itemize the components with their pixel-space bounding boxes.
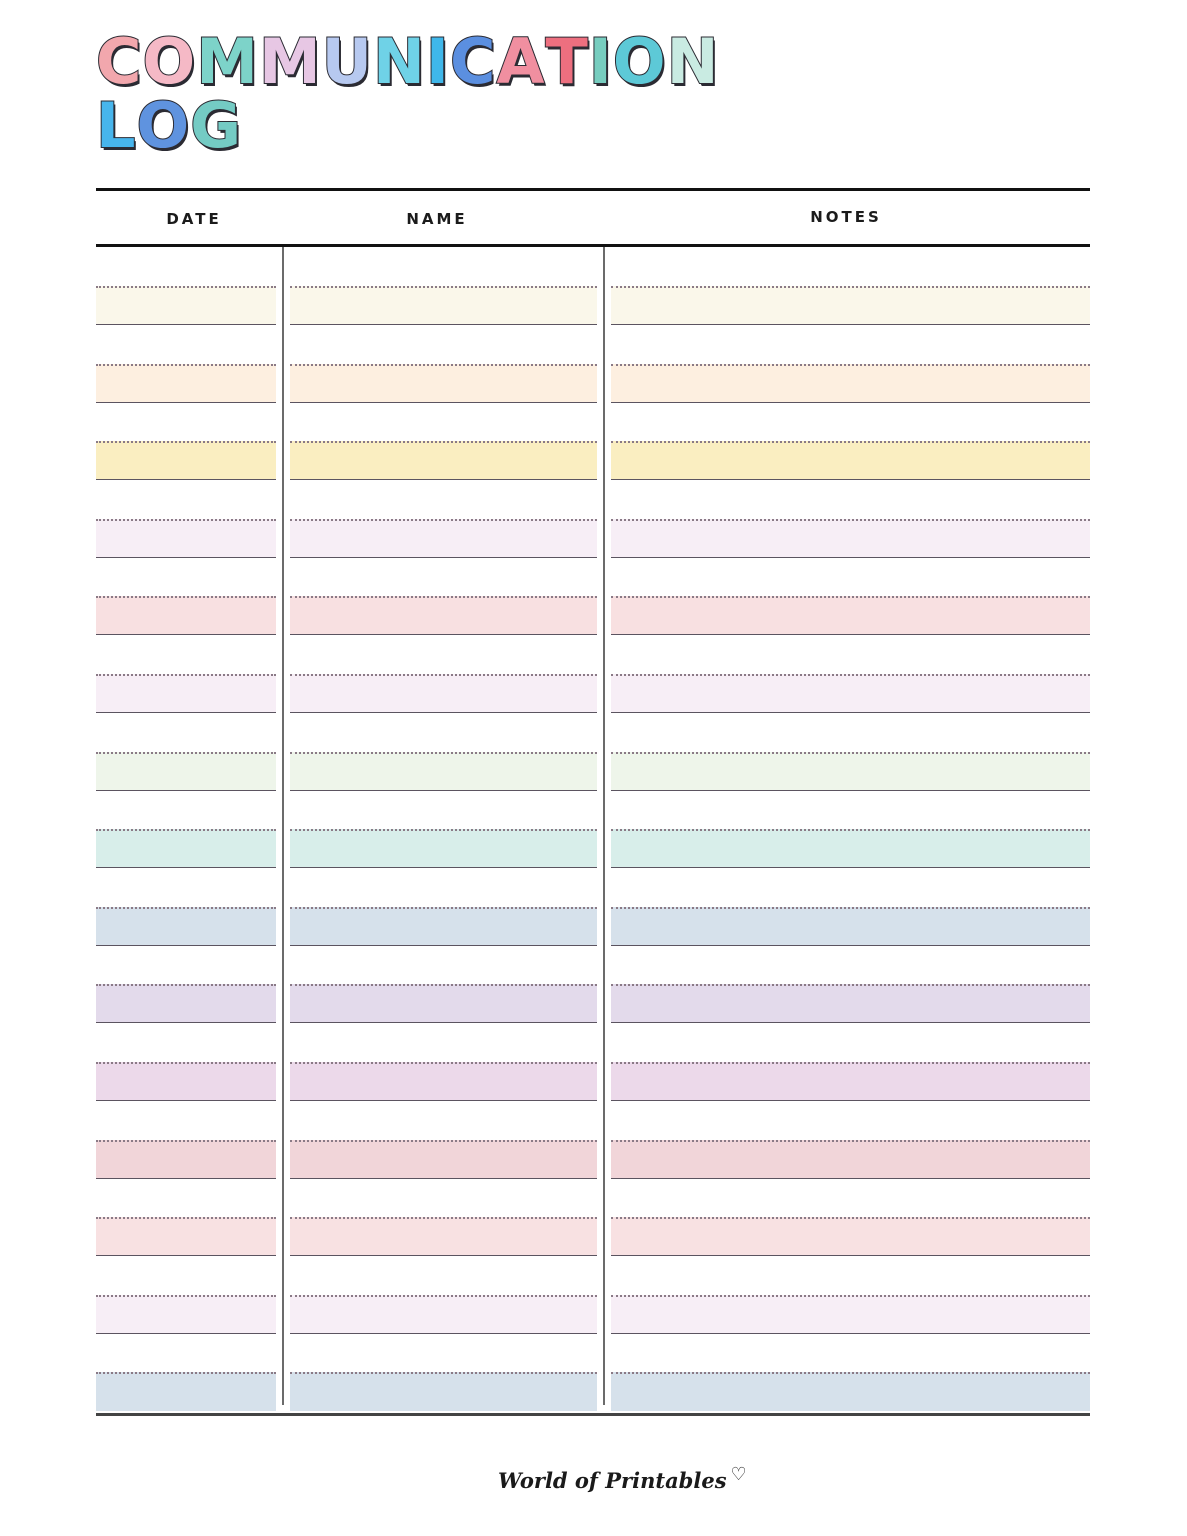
brand-signature [498,1464,747,1493]
writing-baseline [611,790,1090,791]
writing-baseline [611,479,1090,480]
dotted-guide-line [96,1140,276,1142]
title-letter: M [258,25,322,98]
writing-baseline [96,1178,276,1179]
notes-cell[interactable] [611,286,1090,325]
table-row [96,364,1090,403]
title-line-communication [96,25,720,98]
dotted-guide-line [96,364,276,366]
table-top-rule [96,188,1090,191]
title-letter: N [666,25,720,98]
table-row [96,441,1090,480]
notes-cell[interactable] [611,1295,1090,1334]
writing-baseline [96,1255,276,1256]
table-row [96,1295,1090,1334]
notes-cell[interactable] [611,519,1090,558]
dotted-guide-line [611,519,1090,521]
writing-baseline [611,1255,1090,1256]
writing-baseline [290,1255,597,1256]
name-cell[interactable] [290,519,597,558]
dotted-guide-line [290,519,597,521]
dotted-guide-line [290,441,597,443]
table-row [96,1062,1090,1101]
dotted-guide-line [290,1062,597,1064]
name-cell[interactable] [290,1295,597,1334]
writing-baseline [290,1178,597,1179]
dotted-guide-line [611,1295,1090,1297]
writing-baseline [96,402,276,403]
name-cell[interactable] [290,1140,597,1179]
dotted-guide-line [290,752,597,754]
dotted-guide-line [290,1295,597,1297]
table-row [96,519,1090,558]
table-row [96,1217,1090,1256]
title-letter: O [142,25,197,98]
column-header-notes: NOTES [810,208,882,226]
dotted-guide-line [290,286,597,288]
writing-baseline [96,634,276,635]
notes-cell[interactable] [611,674,1090,713]
table-row [96,286,1090,325]
title-letter: N [373,25,426,98]
name-cell[interactable] [290,1217,597,1256]
table-row [96,596,1090,635]
dotted-guide-line [290,1217,597,1219]
column-header-name: NAME [406,210,468,228]
date-cell[interactable] [96,441,276,480]
dotted-guide-line [611,1062,1090,1064]
writing-baseline [611,402,1090,403]
writing-baseline [290,479,597,480]
dotted-guide-line [611,674,1090,676]
dotted-guide-line [290,364,597,366]
dotted-guide-line [611,829,1090,831]
table-row [96,752,1090,791]
dotted-guide-line [611,1140,1090,1142]
dotted-guide-line [96,984,276,986]
writing-baseline [290,557,597,558]
table-row [96,1140,1090,1179]
dotted-guide-line [96,519,276,521]
writing-baseline [96,1022,276,1023]
date-cell[interactable] [96,364,276,403]
dotted-guide-line [290,829,597,831]
dotted-guide-line [96,829,276,831]
title-letter: O [612,25,667,98]
title-letter: G [190,89,243,162]
date-cell[interactable] [96,1372,276,1411]
notes-cell[interactable] [611,1140,1090,1179]
title-line-log [96,89,719,162]
dotted-guide-line [96,1062,276,1064]
notes-cell[interactable] [611,829,1090,868]
column-header-date: DATE [166,210,222,228]
dotted-guide-line [96,1295,276,1297]
table-row [96,1372,1090,1411]
notes-cell[interactable] [611,1062,1090,1101]
title-letter: I [588,25,613,98]
notes-cell[interactable] [611,364,1090,403]
dotted-guide-line [96,1372,276,1374]
dotted-guide-line [96,752,276,754]
dotted-guide-line [611,1372,1090,1374]
dotted-guide-line [96,674,276,676]
table-bottom-rule [96,1413,1090,1416]
writing-baseline [96,1100,276,1101]
table-row [96,674,1090,713]
title-letter: C [96,25,143,98]
name-cell[interactable] [290,1372,597,1411]
dotted-guide-line [96,907,276,909]
title-letter: A [496,25,546,98]
writing-baseline [611,1178,1090,1179]
title-letter: U [321,25,373,98]
dotted-guide-line [611,286,1090,288]
writing-baseline [96,557,276,558]
writing-baseline [290,1333,597,1334]
name-cell[interactable] [290,1062,597,1101]
table-row [96,907,1090,946]
notes-cell[interactable] [611,1217,1090,1256]
dotted-guide-line [290,674,597,676]
name-cell[interactable] [290,907,597,946]
brand-name: World of Printables [498,1468,727,1493]
writing-baseline [96,324,276,325]
dotted-guide-line [290,1140,597,1142]
date-cell[interactable] [96,752,276,791]
title-letter: C [449,25,497,98]
dotted-guide-line [290,907,597,909]
name-cell[interactable] [290,286,597,325]
date-cell[interactable] [96,1140,276,1179]
name-cell[interactable] [290,596,597,635]
writing-baseline [290,1100,597,1101]
writing-baseline [611,1333,1090,1334]
dotted-guide-line [611,596,1090,598]
date-cell[interactable] [96,1295,276,1334]
writing-baseline [290,634,597,635]
dotted-guide-line [611,441,1090,443]
header-bottom-rule [96,244,1090,247]
writing-baseline [290,867,597,868]
dotted-guide-line [611,907,1090,909]
date-cell[interactable] [96,907,276,946]
dotted-guide-line [96,441,276,443]
writing-baseline [611,945,1090,946]
table-row [96,829,1090,868]
writing-baseline [290,945,597,946]
name-cell[interactable] [290,441,597,480]
dotted-guide-line [96,1217,276,1219]
page-title [96,25,720,162]
date-cell[interactable] [96,829,276,868]
dotted-guide-line [96,286,276,288]
writing-baseline [290,790,597,791]
date-cell[interactable] [96,674,276,713]
dotted-guide-line [290,984,597,986]
writing-baseline [611,634,1090,635]
writing-baseline [611,712,1090,713]
date-cell[interactable] [96,1217,276,1256]
dotted-guide-line [611,364,1090,366]
dotted-guide-line [290,596,597,598]
name-cell[interactable] [290,364,597,403]
writing-baseline [290,402,597,403]
writing-baseline [611,1100,1090,1101]
title-letter: O [136,89,191,162]
writing-baseline [290,324,597,325]
dotted-guide-line [611,752,1090,754]
title-letter: M [196,25,259,98]
dotted-guide-line [611,1217,1090,1219]
name-cell[interactable] [290,984,597,1023]
notes-cell[interactable] [611,441,1090,480]
title-letter: T [545,25,589,98]
communication-log-table [96,188,1090,1416]
date-cell[interactable] [96,596,276,635]
dotted-guide-line [96,596,276,598]
notes-cell[interactable] [611,752,1090,791]
writing-baseline [96,1333,276,1334]
writing-baseline [611,867,1090,868]
date-cell[interactable] [96,1062,276,1101]
date-cell[interactable] [96,286,276,325]
writing-baseline [96,712,276,713]
name-cell[interactable] [290,752,597,791]
writing-baseline [96,790,276,791]
name-cell[interactable] [290,674,597,713]
writing-baseline [96,479,276,480]
writing-baseline [611,557,1090,558]
writing-baseline [290,712,597,713]
title-letter: L [96,89,137,162]
date-cell[interactable] [96,519,276,558]
name-cell[interactable] [290,829,597,868]
writing-baseline [96,945,276,946]
writing-baseline [290,1022,597,1023]
notes-cell[interactable] [611,596,1090,635]
table-row [96,984,1090,1023]
writing-baseline [611,1022,1090,1023]
dotted-guide-line [611,984,1090,986]
notes-cell[interactable] [611,1372,1090,1411]
date-cell[interactable] [96,984,276,1023]
dotted-guide-line [290,1372,597,1374]
notes-cell[interactable] [611,984,1090,1023]
heart-outline-icon: ♡ [730,1464,747,1485]
writing-baseline [611,324,1090,325]
title-letter: I [425,25,450,98]
writing-baseline [96,867,276,868]
notes-cell[interactable] [611,907,1090,946]
